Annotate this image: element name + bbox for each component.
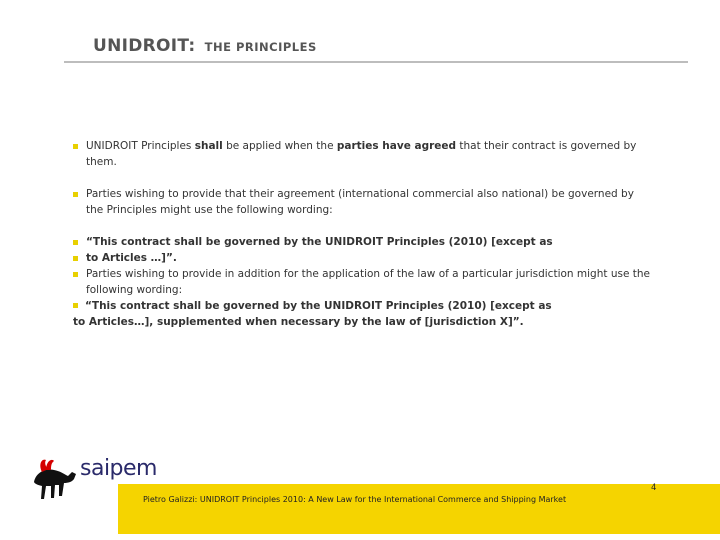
- quote-1-line-1: [73, 234, 651, 250]
- page-title-main: UNIDROIT:: [93, 36, 196, 56]
- six-legged-dog-logo-icon: [24, 452, 84, 504]
- p1-bold-1: shall: [194, 140, 223, 152]
- p1-text-1: UNIDROIT Principles: [86, 140, 195, 152]
- quote-2-text-2: to Articles…], supplemented when necessary by the law of [jurisdiction X]”.: [73, 316, 524, 328]
- p3-text: Parties wishing to provide in addition for the application of the law of a particular jurisdiction might use the following wording:: [86, 268, 650, 296]
- p1-text-3: that their contract is governed by them.: [86, 140, 637, 168]
- page-title-sub: THE PRINCIPLES: [204, 40, 317, 54]
- bullet-icon: [73, 192, 78, 197]
- bullet-icon: [73, 272, 78, 277]
- footer-text: Pietro Galizzi: UNIDROIT Principles 2010: A New Law for the International Commerce and Shipping Market: [143, 495, 567, 504]
- bullet-icon: [73, 240, 78, 245]
- footer-bar: [118, 484, 720, 534]
- quote-1-line-2: [73, 250, 651, 266]
- page-number: 4: [651, 483, 657, 493]
- p2-text: Parties wishing to provide that their agreement (international commercial also national) be governed by the Principles might use the following wording:: [86, 188, 634, 216]
- bullet-icon: [73, 144, 78, 149]
- quote-2-text-1: “This contract shall be governed by the UNIDROIT Principles (2010) [except as: [85, 300, 552, 312]
- title-underline: [64, 61, 688, 63]
- bullet-paragraph-3: [73, 266, 651, 298]
- bullet-icon: [73, 303, 78, 308]
- quote-1-text-2: to Articles …]”.: [86, 252, 177, 264]
- bullet-paragraph-2: [73, 186, 651, 218]
- bullet-icon: [73, 256, 78, 261]
- slide-content: [73, 138, 651, 330]
- p1-text-2: be applied when the: [222, 140, 337, 152]
- footer: [0, 480, 720, 540]
- quote-2: [73, 298, 651, 330]
- saipem-brand: saipem: [80, 456, 157, 481]
- quote-1-text-1: “This contract shall be governed by the UNIDROIT Principles (2010) [except as: [86, 236, 553, 248]
- p1-bold-2: parties have agreed: [336, 140, 457, 152]
- bullet-paragraph-1: [73, 138, 651, 170]
- page-title: [93, 36, 317, 56]
